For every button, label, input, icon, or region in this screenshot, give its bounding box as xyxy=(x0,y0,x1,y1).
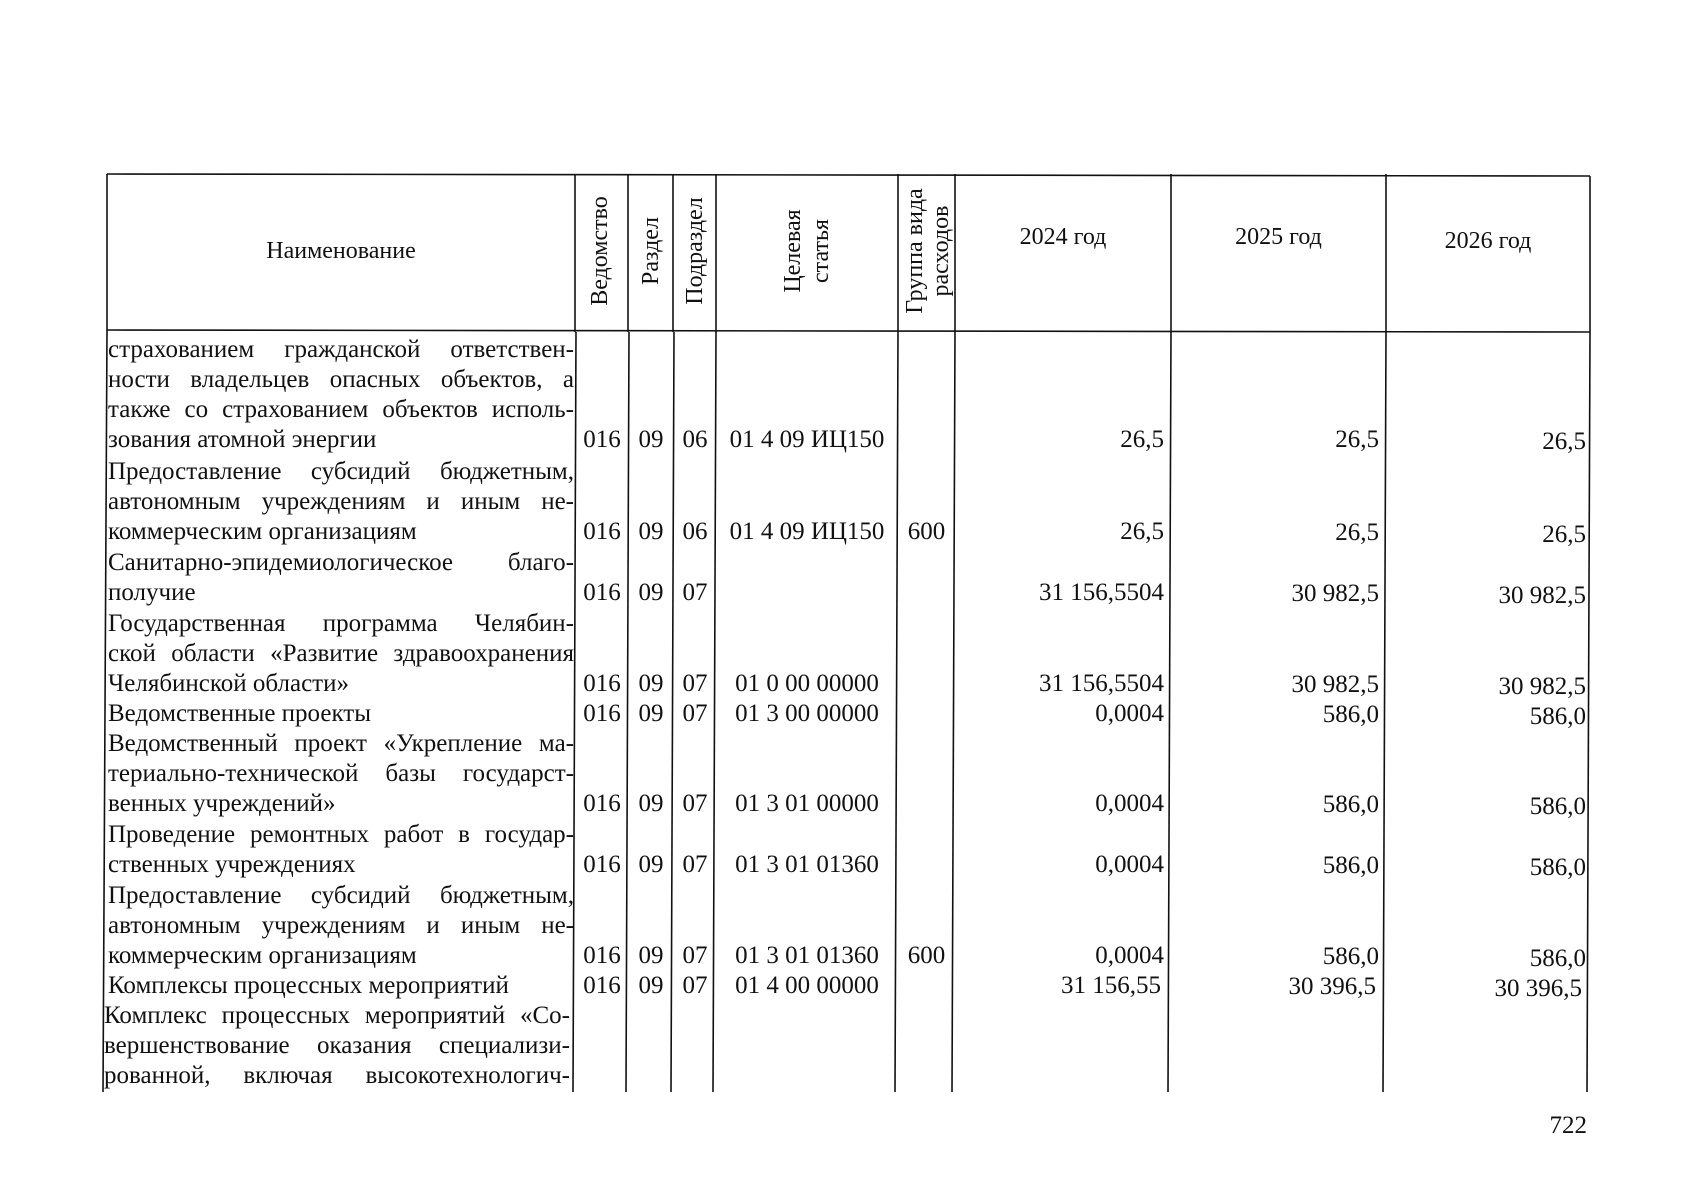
row-name xyxy=(108,729,574,819)
header-target: Целевая статья xyxy=(780,209,834,293)
row-name xyxy=(104,1001,570,1091)
cell-pod: 07 xyxy=(682,851,708,878)
cell-cs: 01 0 00 00000 xyxy=(735,670,879,697)
cell-pod: 07 xyxy=(682,790,708,817)
cell-2026: 30 396,5 xyxy=(1494,975,1582,1002)
name-line: коммерческим организациям xyxy=(108,518,417,545)
cell-2024: 0,0004 xyxy=(1095,942,1164,969)
cell-2024: 0,0004 xyxy=(1095,700,1164,727)
name-line: коммерческим организациям xyxy=(108,942,417,969)
cell-raz: 09 xyxy=(638,579,664,606)
cell-pod: 06 xyxy=(682,426,708,453)
cell-cs: 01 3 00 00000 xyxy=(735,700,879,727)
name-line: ственных учреждениях xyxy=(108,851,356,878)
cell-cs: 01 4 00 00000 xyxy=(735,972,879,999)
cell-2024: 26,5 xyxy=(1120,518,1164,545)
cell-2026: 26,5 xyxy=(1542,428,1586,455)
name-line: автономным учреждениям и иным не- xyxy=(108,912,574,939)
cell-2025: 26,5 xyxy=(1335,519,1379,546)
name-line: страхованием гражданской ответствен- xyxy=(108,336,574,363)
cell-2026: 586,0 xyxy=(1529,703,1586,730)
cell-raz: 09 xyxy=(638,972,664,999)
cell-cs: 01 3 01 00000 xyxy=(735,790,879,817)
name-line: венных учреждений» xyxy=(108,790,336,817)
cell-grp: 600 xyxy=(907,942,946,969)
cell-2026: 30 982,5 xyxy=(1498,673,1586,700)
cell-2024: 31 156,5504 xyxy=(1039,670,1164,697)
cell-2025: 586,0 xyxy=(1322,852,1379,879)
cell-ved: 016 xyxy=(583,790,621,817)
cell-ved: 016 xyxy=(583,518,621,545)
cell-2026: 30 982,5 xyxy=(1498,582,1586,609)
name-line: рованной, включая высокотехнологич- xyxy=(104,1062,570,1089)
row-name xyxy=(108,699,574,729)
cell-ved: 016 xyxy=(583,670,621,697)
cell-2025: 30 982,5 xyxy=(1291,580,1379,607)
name-line: Комплекс процессных мероприятий «Со- xyxy=(104,1002,570,1029)
row-name xyxy=(108,609,574,699)
header-group: Группа вида расходов xyxy=(902,188,954,314)
cell-2026: 26,5 xyxy=(1542,521,1586,548)
cell-2026: 586,0 xyxy=(1529,793,1586,820)
header-podrazdel: Подраздел xyxy=(682,197,708,305)
header-2026: 2026 год xyxy=(1444,228,1532,254)
name-line: вершенствование оказания специализи- xyxy=(104,1032,570,1059)
name-line: Ведомственный проект «Укрепление ма- xyxy=(108,730,574,757)
header-2025: 2025 год xyxy=(1235,224,1322,250)
cell-2024: 31 156,55 xyxy=(1061,972,1161,999)
cell-cs: 01 3 01 01360 xyxy=(735,942,879,969)
header-name: Наименование xyxy=(266,238,416,264)
cell-pod: 07 xyxy=(682,972,708,999)
cell-ved: 016 xyxy=(583,942,621,969)
cell-2025: 586,0 xyxy=(1322,943,1379,970)
cell-cs: 01 4 09 ИЦ150 xyxy=(729,426,885,453)
cell-pod: 07 xyxy=(682,579,708,606)
name-line: териально-технической базы государст- xyxy=(108,760,574,787)
name-line: зования атомной энергии xyxy=(108,426,377,453)
name-line: ской области «Развитие здравоохранения xyxy=(108,640,574,667)
name-line: также со страхованием объектов исполь- xyxy=(108,396,574,423)
cell-ved: 016 xyxy=(583,700,621,727)
row-name xyxy=(108,971,574,1001)
name-line: Челябинской области» xyxy=(108,670,349,697)
header-razdel: Раздел xyxy=(638,217,664,285)
name-line: Предоставление субсидий бюджетным, xyxy=(108,882,574,909)
header-vedomstvo: Ведомство xyxy=(587,196,613,306)
cell-pod: 07 xyxy=(682,700,708,727)
cell-pod: 06 xyxy=(682,518,708,545)
name-line: Государственная программа Челябин- xyxy=(108,610,574,637)
cell-ved: 016 xyxy=(583,426,621,453)
cell-raz: 09 xyxy=(638,790,664,817)
name-line: Санитарно-эпидемиологическое благо- xyxy=(108,549,574,576)
cell-cs: 01 4 09 ИЦ150 xyxy=(729,518,885,545)
name-line: ности владельцев опасных объектов, а xyxy=(108,366,574,393)
name-line: Проведение ремонтных работ в государ- xyxy=(108,821,574,848)
cell-2026: 586,0 xyxy=(1529,854,1586,881)
cell-2025: 586,0 xyxy=(1322,701,1379,728)
cell-2025: 26,5 xyxy=(1335,426,1379,453)
name-line: Комплексы процессных мероприятий xyxy=(108,972,509,999)
cell-2025: 30 982,5 xyxy=(1291,671,1379,698)
cell-2024: 26,5 xyxy=(1120,426,1164,453)
name-line: автономным учреждениям и иным не- xyxy=(108,488,574,515)
name-line: Предоставление субсидий бюджетным, xyxy=(108,458,574,485)
cell-2025: 30 396,5 xyxy=(1288,973,1376,1000)
cell-raz: 09 xyxy=(638,518,664,545)
cell-raz: 09 xyxy=(638,700,664,727)
cell-2024: 0,0004 xyxy=(1095,851,1164,878)
cell-raz: 09 xyxy=(638,942,664,969)
cell-pod: 07 xyxy=(682,670,708,697)
cell-pod: 07 xyxy=(682,942,708,969)
cell-ved: 016 xyxy=(583,579,621,606)
name-line: Ведомственные проекты xyxy=(108,700,372,727)
row-name xyxy=(108,881,574,971)
cell-ved: 016 xyxy=(583,851,621,878)
cell-2024: 0,0004 xyxy=(1095,790,1164,817)
cell-ved: 016 xyxy=(583,972,621,999)
page-number: 722 xyxy=(1549,1112,1587,1139)
cell-raz: 09 xyxy=(638,851,664,878)
name-line: получие xyxy=(108,579,196,606)
cell-grp: 600 xyxy=(907,518,946,545)
cell-2026: 586,0 xyxy=(1529,945,1586,972)
row-name xyxy=(108,548,574,608)
row-name xyxy=(108,820,574,880)
cell-2025: 586,0 xyxy=(1322,791,1379,818)
cell-raz: 09 xyxy=(638,426,664,453)
cell-cs: 01 3 01 01360 xyxy=(735,851,879,878)
row-name xyxy=(108,335,574,455)
cell-raz: 09 xyxy=(638,670,664,697)
header-2024: 2024 год xyxy=(1019,224,1107,250)
row-name xyxy=(108,457,574,547)
cell-2024: 31 156,5504 xyxy=(1039,579,1164,606)
